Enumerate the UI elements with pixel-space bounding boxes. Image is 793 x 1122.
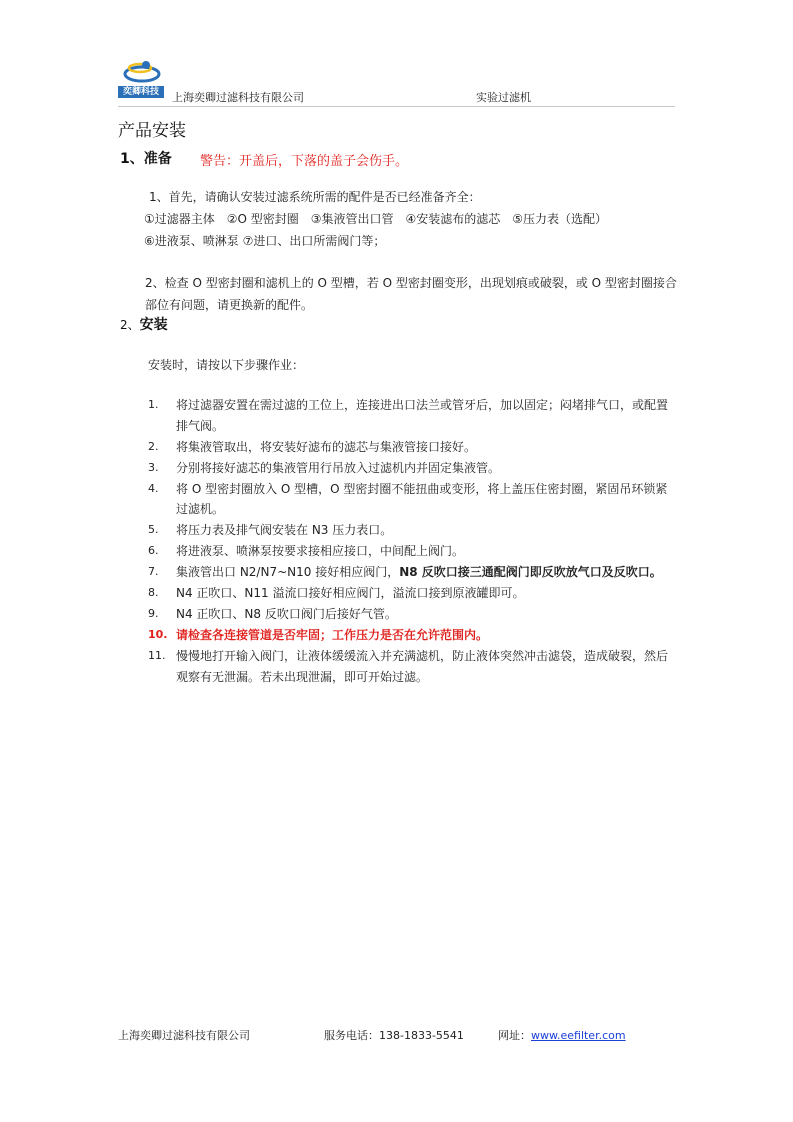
step-warning-text: 请检查各连接管道是否牢固；工作压力是否在允许范围内。 (176, 628, 489, 642)
step-text: 将集液管取出，将安装好滤布的滤芯与集液管接口接好。 (176, 439, 477, 454)
step-text: 将 O 型密封圈放入 O 型槽，O 型密封圈不能扭曲或变形，将上盖压住密封圈，紧固吊环锁紧过滤机。 (176, 481, 668, 516)
list-item (148, 541, 678, 562)
step-number: 4. (148, 481, 159, 495)
list-item (148, 625, 678, 646)
step-number: 2. (148, 439, 159, 453)
step-number: 7. (148, 565, 159, 578)
list-item (148, 562, 678, 583)
list-item (148, 520, 678, 541)
list-item (148, 583, 678, 604)
section1-intro: 1、首先，请确认安装过滤系统所需的配件是否已经准备齐全： (149, 190, 481, 204)
header-divider (118, 106, 675, 107)
step-text: 将压力表及排气阀安装在 N3 压力表口。 (176, 523, 393, 537)
section2-heading (120, 314, 168, 334)
header-company: 上海奕卿过滤科技有限公司 (172, 91, 304, 104)
footer-phone-number: 138-1833-5541 (379, 1029, 464, 1042)
list-item (148, 604, 678, 625)
step-text: 将进液泵、喷淋泵按要求接相应接口，中间配上阀门。 (176, 544, 465, 558)
list-item (148, 437, 678, 458)
section2-heading-number: 2、 (120, 318, 140, 332)
step-text: 将过滤器安置在需过滤的工位上，连接进出口法兰或管牙后，加以固定；闷堵排气口，或配置排气阀。 (176, 398, 669, 433)
step-text: N4 正吹口、N11 溢流口接好相应阀门，溢流口接到原液罐即可。 (176, 586, 525, 600)
step-number: 11. (148, 649, 166, 662)
footer-phone (324, 1027, 464, 1043)
list-item (148, 395, 678, 436)
step-text: N4 正吹口、N8 反吹口阀门后接好气管。 (176, 607, 397, 621)
step-text: 集液管出口 N2/N7~N10 接好相应阀门， (176, 565, 400, 579)
footer-company: 上海奕卿过滤科技有限公司 (118, 1029, 250, 1042)
header-product: 实验过滤机 (476, 91, 531, 104)
step-number: 5. (148, 523, 159, 536)
footer-phone-label: 服务电话： (324, 1029, 379, 1042)
section2-intro: 安装时，请按以下步骤作业： (148, 358, 305, 372)
list-item (148, 646, 678, 687)
step-number: 6. (148, 544, 159, 557)
step-number: 1. (148, 398, 159, 411)
section2-heading-text: 安装 (139, 317, 168, 333)
page-title: 产品安装 (118, 121, 186, 141)
step-number: 8. (148, 586, 159, 599)
logo-text: 奕卿科技 (118, 86, 164, 98)
step-number: 10. (148, 628, 168, 641)
list-item (148, 458, 678, 479)
parts-list-line2: ⑥进液泵、喷淋泵 ⑦进口、出口所需阀门等； (144, 234, 386, 248)
section1-check: 2、检查 O 型密封圈和滤机上的 O 型槽，若 O 型密封圈变形，出现划痕或破裂，或 O 型密封圈接合部位有问题，请更换新的配件。 (145, 276, 677, 312)
step-number: 3. (148, 460, 159, 474)
step-text: 分别将接好滤芯的集液管用行吊放入过滤机内并固定集液管。 (176, 460, 501, 475)
step-text: 慢慢地打开输入阀门，让液体缓缓流入并充满滤机，防止液体突然冲击滤袋，造成破裂，然后观察有无泄漏。若未出现泄漏，即可开始过滤。 (176, 649, 669, 684)
list-item (148, 479, 678, 520)
warning-text: 警告：开盖后，下落的盖子会伤手。 (200, 154, 409, 169)
footer-web-label: 网址： (498, 1029, 531, 1042)
footer-website (498, 1027, 626, 1043)
step-bold-text: N8 反吹口接三通配阀门即反吹放气口及反吹口。 (399, 565, 662, 579)
step-number: 9. (148, 607, 159, 620)
section1-heading: 1、准备 (120, 151, 172, 167)
website-link[interactable]: www.eefilter.com (531, 1029, 626, 1042)
parts-list-line1: ①过滤器主体 ②O 型密封圈 ③集液管出口管 ④安装滤布的滤芯 ⑤压力表（选配） (144, 212, 608, 226)
install-steps-list (148, 395, 678, 688)
